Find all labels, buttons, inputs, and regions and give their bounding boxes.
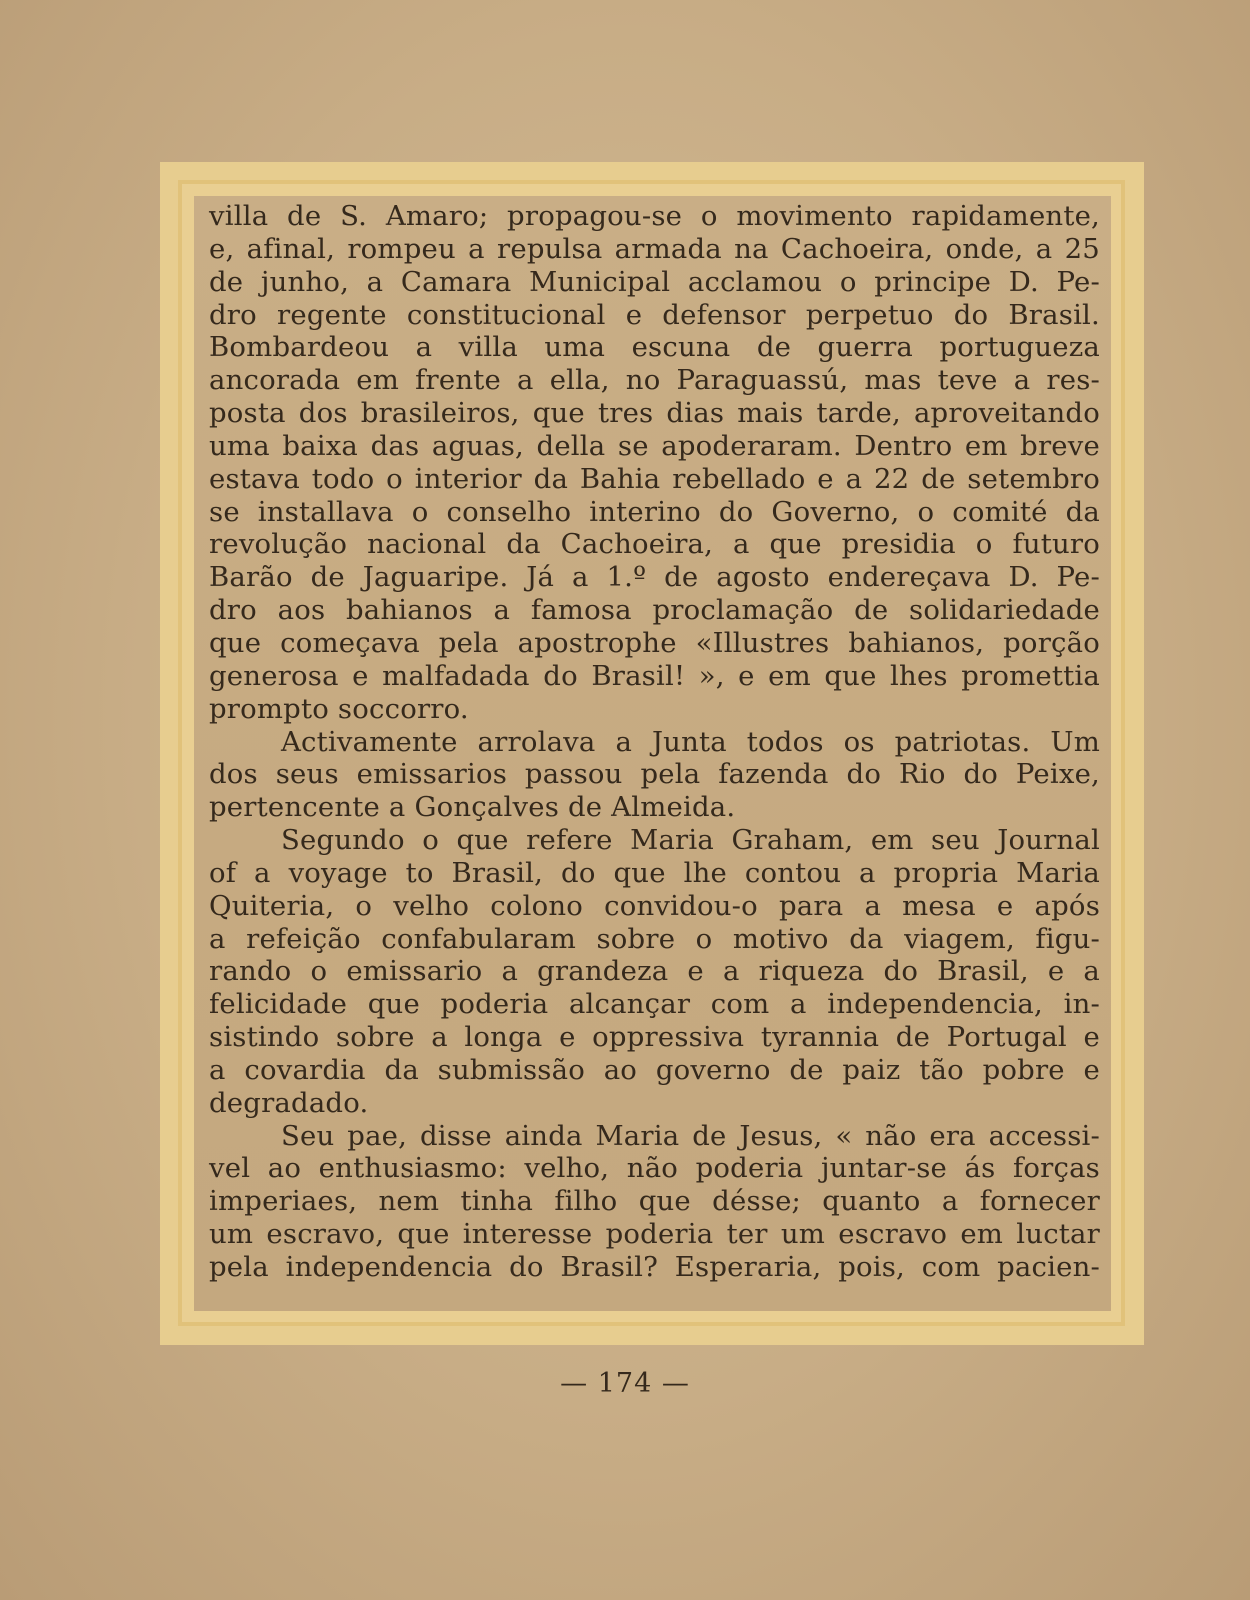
page-number: — 174 — xyxy=(560,1368,690,1399)
text-line: Quiteria, o velho colono convidou-o para a mesa e após xyxy=(209,889,1100,922)
text-line: villa de S. Amaro; propagou-se o movimento rapidamente, xyxy=(209,200,1100,232)
text-line: estava todo o interior da Bahia rebellado e a 22 de setembro xyxy=(209,462,1100,495)
text-line: Barão de Jaguaripe. Já a 1.º de agosto endereçava D. Pe- xyxy=(209,561,1100,594)
text-line: uma baixa das aguas, della se apoderaram. Dentro em breve xyxy=(209,429,1100,462)
text-line: se installava o conselho interino do Governo, o comité da xyxy=(209,495,1100,528)
text-line: vel ao enthusiasmo: velho, não poderia juntar-se ás forças xyxy=(209,1152,1100,1185)
text-line: pertencente a Gonçalves de Almeida. xyxy=(209,791,736,824)
text-line: a refeição confabularam sobre o motivo da viagem, figu- xyxy=(209,922,1100,955)
text-line: Seu pae, disse ainda Maria de Jesus, « não era accessi- xyxy=(281,1119,1100,1152)
text-line: prompto soccorro. xyxy=(209,692,469,725)
text-line: um escravo, que interesse poderia ter um escravo em luctar xyxy=(209,1218,1100,1251)
text-line: degradado. xyxy=(209,1086,369,1119)
text-line: generosa e malfadada do Brasil! », e em que lhes promettia xyxy=(209,659,1100,692)
text-line: revolução nacional da Cachoeira, a que presidia o futuro xyxy=(209,528,1100,561)
text-line: posta dos brasileiros, que tres dias mais tarde, aproveitando xyxy=(209,397,1100,430)
text-line: pela independencia do Brasil? Esperaria, pois, com pacien- xyxy=(209,1251,1100,1283)
text-line: e, afinal, rompeu a repulsa armada na Cachoeira, onde, a 25 xyxy=(209,232,1100,265)
text-line: a covardia da submissão ao governo de paiz tão pobre e xyxy=(209,1053,1100,1086)
text-line: Activamente arrolava a Junta todos os patriotas. Um xyxy=(281,725,1100,758)
text-line: Bombardeou a villa uma escuna de guerra portugueza xyxy=(209,331,1100,364)
text-line: sistindo sobre a longa e oppressiva tyrannia de Portugal e xyxy=(209,1021,1100,1054)
body-text xyxy=(209,200,1100,1284)
text-line: dos seus emissarios passou pela fazenda do Rio do Peixe, xyxy=(209,758,1100,791)
text-line: dro regente constitucional e defensor perpetuo do Brasil. xyxy=(209,298,1100,331)
text-line: ancorada em frente a ella, no Paraguassú, mas teve a res- xyxy=(209,364,1100,397)
text-line: que começava pela apostrophe «Illustres bahianos, porção xyxy=(209,626,1100,659)
text-line: felicidade que poderia alcançar com a independencia, in- xyxy=(209,988,1100,1021)
text-line: Segundo o que refere Maria Graham, em seu Journal xyxy=(281,824,1100,857)
text-line: dro aos bahianos a famosa proclamação de solidariedade xyxy=(209,594,1100,627)
text-line: of a voyage to Brasil, do que lhe contou a propria Maria xyxy=(209,856,1100,889)
text-line: imperiaes, nem tinha filho que désse; quanto a fornecer xyxy=(209,1185,1100,1218)
text-line: rando o emissario a grandeza e a riqueza do Brasil, e a xyxy=(209,955,1100,988)
text-line: de junho, a Camara Municipal acclamou o principe D. Pe- xyxy=(209,265,1100,298)
